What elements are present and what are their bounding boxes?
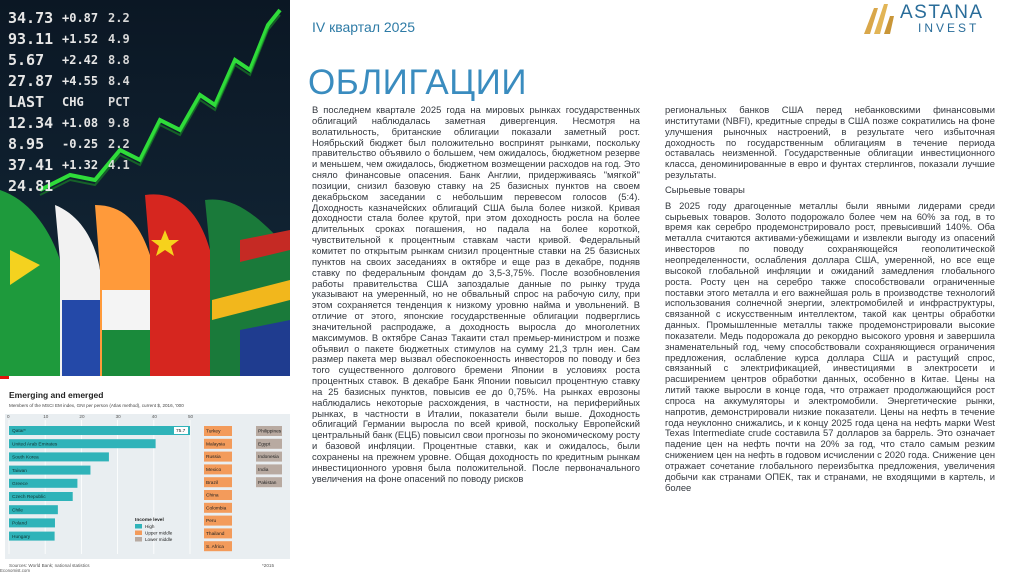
category-label: Hungary <box>12 534 31 540</box>
chart-title: Emerging and emerged <box>9 390 104 400</box>
upper-middle-label: Colombia <box>206 506 227 512</box>
ticker-value: +1.32 <box>62 158 99 172</box>
ticker-value: +1.52 <box>62 32 99 46</box>
col1-paragraph: В последнем квартале 2025 года на мировых рынках государственных облигаций наблюдалась заметная дивергенция. Несмотря на волатильность, британские облигации показали заметный рост. Ноябрьский бюджет был положительно воспринят рынками, поскольку правительство объявило о большем, чем ожидалось, бюджетном резерве и меньшем, чем ожидалось, бюджетном возмещении расходов на год. Это сняло финансовые опасения. Банк Англии, придерживаясь "мягкой" позиции, снизил базовую ставку на 25 базисных пунктов на своем декабрьском заседании с небольшим перевесом голосов (5:4). Доходность казначейских облигаций США была более низкой. Кривая доходности стала более крутой, при этом доходность росла на более длительных сроках погашения, но падала на более короткой, чувствительной к процентным ставкам части кривой. Федеральный комитет по открытым рынкам снизил процентные ставки на 25 базисных пунктов на своих заседаниях в октябре и еще раз в декабре, подняв ставку по федеральным фондам до 3,5-3,75%. После возобновления работы правительства США запоздалые данные по рынку труда указывают на умеренный, но не обвальный спрос на рабочую силу, при этом сохраняется тенденция к низкому уровню найма и увольнений. В отличие от этого, японские государственные облигации подверглись значительной распродаже, а доходность выросла до многолетних максимумов. В октябре Санаэ Такаити стал премьер-министром и позже объявил о пакете бюджетных стимулов на сумму 21,3 трлн иен. Сам размер пакета мер вызвал обеспокоенность инвесторов по поводу и без того существенного долгового бремени Японии в условиях роста процентных ставок. В декабре Банк Японии повысил процентную ставку на 25 базисных пунктов, повысив ее до 0,75%. На рынках еврозоны наблюдались некоторые расхождения, в частности, на периферийных рынках, в частности в Италии, показатели были выше. Доходность облигаций Германии выросла по всей кривой, поскольку Европейский центральный банк (ЕЦБ) повысил свои прогнозы по экономическому росту и базовой инфляции. Процентные ставки, как и ожидалось, были сохранены на прежнем уровне. Общая доходность по кредитным рынкам инвестиционного уровня была положительной. После первоначального увеличения на фоне опасений по поводу рисков <box>312 104 640 484</box>
ticker-value: 27.87 <box>8 72 54 90</box>
upper-middle-label: S. Africa <box>206 544 224 550</box>
category-label: Czech Republic <box>12 495 46 501</box>
col2-intro: региональных банков США перед небанковскими финансовыми институтами (NBFI), кредитные спреды в США позже сократились на фоне улучшения рыночных настроений, в результате чего избыточная доходность по государственным облигациям в течение периода оставалась неизменной. Государственные облигации инвестиционного класса, деноминированные в евро и фунтах стерлингов, показали лучшие результаты. <box>665 104 995 181</box>
chart-subtitle: Members of the MSCI EM index, GNI per person (Atlas method), current $, 2016, '000 <box>9 403 184 408</box>
ticker-value: 93.11 <box>8 30 54 48</box>
ticker-value: +1.08 <box>62 116 99 130</box>
x-tick-label: 40 <box>151 414 157 419</box>
legend-swatch <box>135 537 142 542</box>
category-label: Chile <box>12 508 23 514</box>
legend-title: Income level <box>135 518 164 523</box>
upper-middle-label: Malaysia <box>206 442 225 448</box>
lower-middle-label: Pakistan <box>258 480 277 486</box>
legend-label: Lower middle <box>145 537 173 542</box>
x-tick-label: 30 <box>115 414 121 419</box>
upper-middle-label: Thailand <box>206 532 225 537</box>
ticker-value: 4.9 <box>108 32 130 46</box>
ticker-value: LAST <box>8 93 45 111</box>
ticker-value: 8.95 <box>8 135 45 153</box>
lower-middle-label: Philippines <box>258 429 282 435</box>
category-label: United Arab Emirates <box>12 442 58 448</box>
bar-qatar- <box>9 426 190 435</box>
upper-middle-label: Turkey <box>206 429 221 435</box>
legend-label: High <box>145 524 155 529</box>
chart-source: Sources: World Bank; national statistics <box>9 563 90 568</box>
astana-invest-logo <box>860 2 1020 38</box>
upper-middle-label: Mexico <box>206 468 222 473</box>
legend-swatch <box>135 531 142 536</box>
ticker-value: 12.34 <box>8 114 54 132</box>
logo-sub: INVEST <box>918 21 980 35</box>
economist-red-tab <box>0 376 9 379</box>
ticker-value: 34.73 <box>8 9 54 27</box>
ticker-value: 2.2 <box>108 11 130 25</box>
lower-middle-label: India <box>258 468 269 473</box>
upper-middle-label: China <box>206 493 219 499</box>
ticker-value: +4.55 <box>62 74 99 88</box>
upper-middle-label: Russia <box>206 455 221 461</box>
logo-mark-icon <box>860 2 900 36</box>
ticker-value: 5.67 <box>8 51 45 69</box>
ticker-value: +2.42 <box>62 53 99 67</box>
value-label: 75.7 <box>176 429 186 435</box>
ticker-value: CHG <box>62 95 84 109</box>
upper-middle-label: Peru <box>206 519 217 525</box>
page-title: ОБЛИГАЦИИ <box>308 63 527 102</box>
category-label: South Korea <box>12 455 39 461</box>
chart-footnote: *2015 <box>262 563 275 568</box>
lower-middle-label: Indonesia <box>258 455 279 461</box>
x-tick-label: 50 <box>188 414 194 419</box>
ticker-column-left <box>8 8 53 197</box>
ticker-value: 9.8 <box>108 116 130 130</box>
ticker-value: +0.87 <box>62 11 99 25</box>
ticker-column-mid <box>62 8 98 176</box>
ticker-value: PCT <box>108 95 130 109</box>
commodities-subhead: Сырьевые товары <box>665 183 745 195</box>
logo-name: ASTANA <box>900 2 984 23</box>
ticker-value: 24.81 <box>8 177 54 195</box>
lower-middle-label: Egypt <box>258 442 271 448</box>
chart-svg <box>0 376 290 573</box>
category-label: Qatar* <box>12 429 26 435</box>
ticker-column-right <box>108 8 130 176</box>
ticker-overlay <box>0 0 290 200</box>
x-tick-label: 0 <box>7 414 10 419</box>
ticker-value: 8.8 <box>108 53 130 67</box>
emerging-markets-chart <box>0 376 290 573</box>
ticker-value: -0.25 <box>62 137 99 151</box>
article-column-1 <box>312 105 640 487</box>
x-tick-label: 20 <box>79 414 85 419</box>
chart-brand: Economist.com <box>0 568 31 573</box>
col2-body: В 2025 году драгоценные металлы были явными лидерами среди сырьевых товаров. Золото подорожало более чем на 60% за год, в то время как серебро продемонстрировало рост, превысивший 140%. Оба металла считаются активами-убежищами и извлекли выгоду из опасений инвесторов по поводу сохраняющейся геополитической неопределенности, ослабления доллара США, умеренной, но все еще высокой глобальной инфляции и ожиданий замедления глобального роста. Росту цен на серебро также способствовали ограниченные поставки этого металла и его важнейшая роль в производстве технологий использования солнечной энергии, электромобилей и инфраструктуры, связанной с искусственным интеллектом, такой как центры обработки данных. Промышленные металлы также продемонстрировали высокие показатели. Медь подорожала до рекордно высокого уровня и завершила знаменательный год, чему способствовали сохраняющиеся ограничения предложения, ослабление курса доллара США и растущий спрос, связанный с электрификацией, инвестициями в электросети и расширением центров обработки данных, особенно в Китае. Цены на литий также выросли в конце года, что отражает продолжающийся рост спроса на аккумуляторы и электромобили. Энергетические рынки, напротив, демонстрировали низкие показатели. Цены на нефть в течение года неуклонно снижались, и к концу 2025 года цена на нефть марки West Texas Intermediate crude составила 57 долларов за баррель. Это означает падение цен на нефть почти на 20% за год, что стало самым резким снижением цен на нефть в годовом исчислении с 2020 года. Снижение цен отражает сочетание глобального переизбытка предложения, увеличения добычи как странами ОПЕК, так и странами, не входящими в картель, и более <box>665 199 995 493</box>
quarter-label: IV квартал 2025 <box>312 19 416 35</box>
ticker-value: 2.2 <box>108 137 130 151</box>
legend-swatch <box>135 524 142 529</box>
ticker-value: 8.4 <box>108 74 130 88</box>
upper-middle-label: Brazil <box>206 480 218 486</box>
hero-image <box>0 0 290 376</box>
category-label: Greece <box>12 482 28 487</box>
category-label: Poland <box>12 521 27 527</box>
legend-label: Upper middle <box>145 530 173 536</box>
ticker-value: 37.41 <box>8 156 54 174</box>
category-label: Taiwan <box>12 468 27 474</box>
x-tick-label: 10 <box>43 414 49 419</box>
ticker-value: 4.1 <box>108 158 130 172</box>
article-column-2 <box>665 105 995 496</box>
